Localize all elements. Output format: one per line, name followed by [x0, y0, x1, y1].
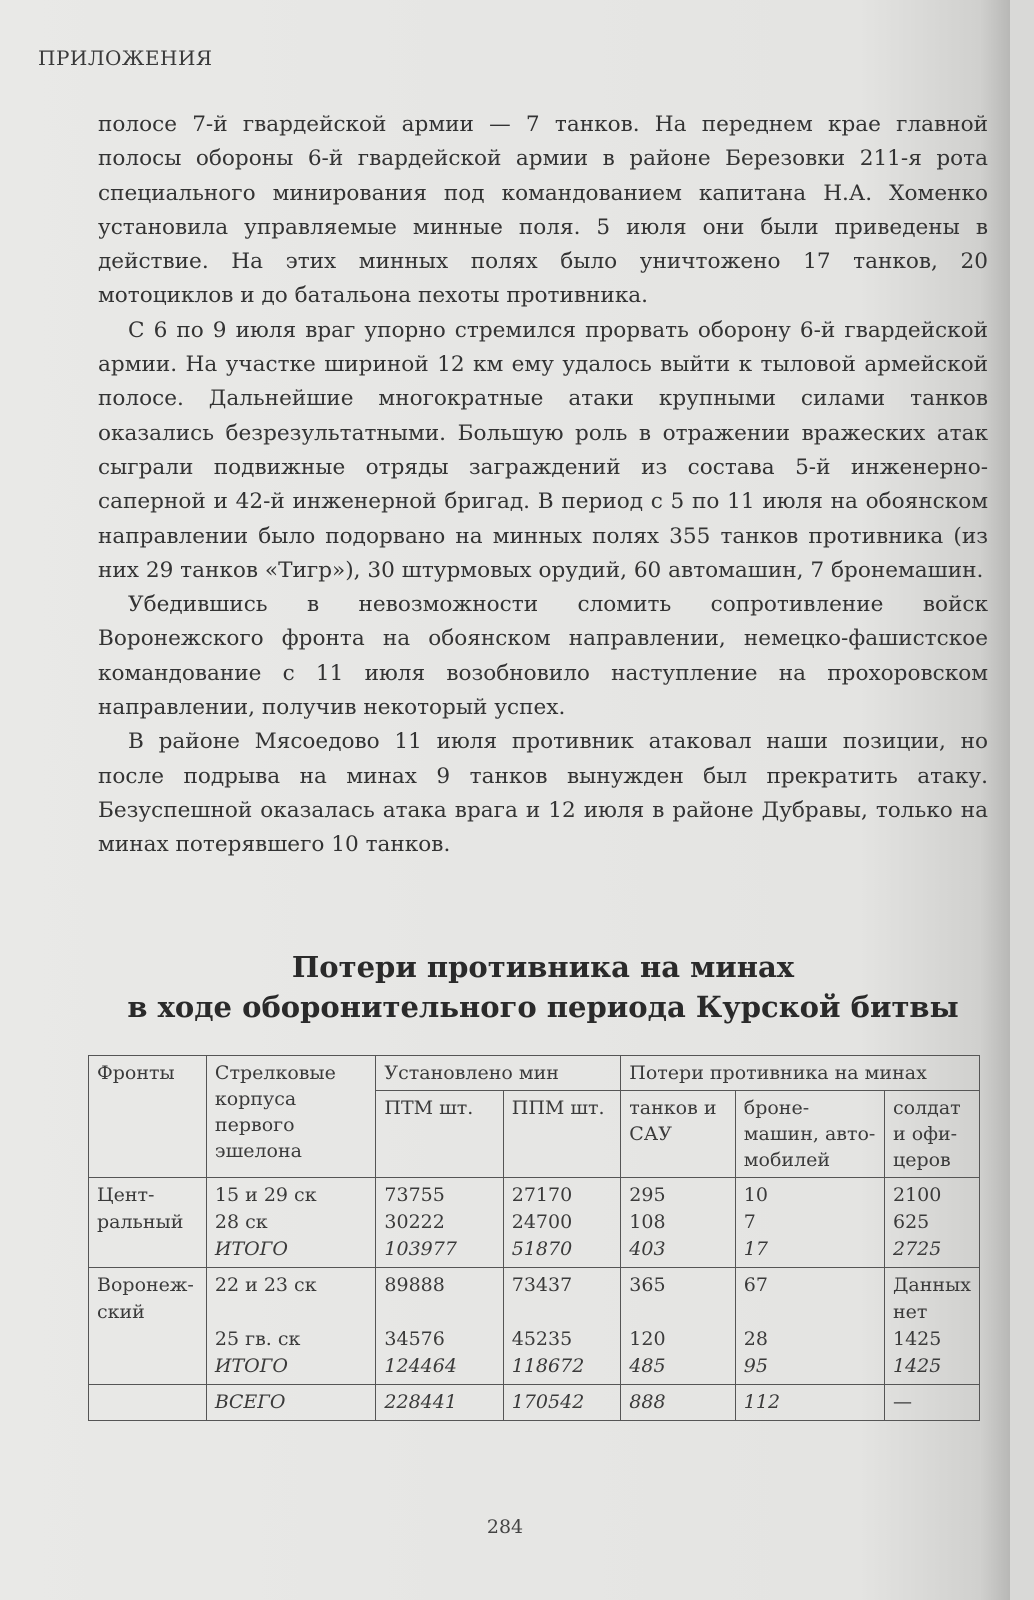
header-fronts: Фронты: [89, 1056, 207, 1178]
cell-line: 89888: [384, 1274, 445, 1296]
cell-line: 365: [629, 1274, 666, 1296]
paragraph-3: Убедившись в невозможности сломить сопротивление войск Воронежского фронта на обоянском направлении, немецко-фашистское командование с 11 июля возобновило наступление на прохоровском направлении, получив некоторый успех.: [98, 592, 988, 721]
table-title: [98, 947, 988, 1027]
cell-front-voronezh: Воронеж-ский: [89, 1268, 207, 1385]
paragraph-1: полосе 7-й гвардейской армии — 7 танков. На переднем крае главной полосы обороны 6-й гвардейской армии в районе Березовки 211-я рота специального минирования под командованием капитана Н.А. Хоменко установила управляемые минные поля. 5 июля они были приведены в действие. На этих минных полях было уничтожено 17 танков, 20 мотоциклов и до батальона пехоты противника.: [98, 112, 988, 309]
cell-soldiers: [884, 1268, 979, 1385]
cell-grand-total-vehicles: 112: [735, 1385, 884, 1421]
table-title-line-1: Потери противника на минах: [291, 950, 795, 984]
paragraph-4: В районе Мясоедово 11 июля противник атаковал наши позиции, но после подрыва на минах 9 танков вынужден был прекратить атаку. Безуспешной оказалась атака врага и 12 июля в районе Дубравы, только на минах потерявшего 10 танков.: [98, 729, 988, 858]
header-enemy-losses: Потери противника на минах: [621, 1056, 980, 1091]
cell-line: 67: [743, 1274, 768, 1296]
cell-line-total: 403: [629, 1238, 666, 1260]
cell-grand-total-soldiers: —: [884, 1385, 979, 1421]
cell-soldiers: [884, 1178, 979, 1268]
cell-spacer: [384, 1299, 494, 1326]
cell-line: 73755: [384, 1184, 445, 1206]
cell-line: 15 и 29 ск: [214, 1184, 317, 1206]
cell-tanks: [621, 1268, 736, 1385]
cell-line: 295: [629, 1184, 666, 1206]
cell-tanks: [621, 1178, 736, 1268]
cell-line-total: 51870: [511, 1238, 573, 1260]
cell-line: 108: [629, 1211, 666, 1233]
table-header-row: [89, 1056, 980, 1091]
cell-line-total: 103977: [384, 1238, 457, 1260]
cell-line-total: 1425: [892, 1355, 942, 1377]
cell-front-central: Цент-ральный: [89, 1178, 207, 1268]
table-row-grand-total: [89, 1385, 980, 1421]
cell-line-total: ИТОГО: [214, 1355, 288, 1377]
cell-line: 625: [892, 1211, 930, 1233]
cell-line: 10: [743, 1184, 768, 1206]
table-row-voronezh: [89, 1268, 980, 1385]
cell-line-total: 17: [743, 1238, 768, 1260]
header-mines-installed: Установлено мин: [376, 1056, 621, 1091]
mine-losses-table: [88, 1055, 980, 1421]
cell-line: 73437: [511, 1274, 573, 1296]
cell-ptm: [376, 1178, 503, 1268]
cell-spacer: [215, 1299, 367, 1326]
cell-grand-total-label: ВСЕГО: [206, 1385, 375, 1421]
cell-line-total: ИТОГО: [214, 1238, 288, 1260]
cell-spacer: [744, 1299, 876, 1326]
cell-line: 24700: [511, 1211, 573, 1233]
cell-grand-total-tanks: 888: [621, 1385, 736, 1421]
cell-corps: [206, 1268, 375, 1385]
cell-line: 1425: [892, 1328, 942, 1350]
cell-line: 120: [629, 1328, 666, 1350]
table-row-central: [89, 1178, 980, 1268]
cell-vehicles: [735, 1178, 884, 1268]
cell-spacer: [512, 1299, 613, 1326]
cell-grand-total-ptm: 228441: [376, 1385, 503, 1421]
paragraph-2: С 6 по 9 июля враг упорно стремился прорвать оборону 6-й гвардейской армии. На участке шириной 12 км ему удалось выйти к тыловой армейской полосе. Дальнейшие многократные атаки крупными силами танков оказались безрезультатными. Большую роль в отражении вражеских атак сыграли подвижные отряды заграждений из состава 5-й инженерно-саперной и 42-й инженерной бригад. В период с 5 по 11 июля на обоянском направлении было подорвано на минных полях 355 танков противника (из них 29 танков «Тигр»), 30 штурмовых орудий, 60 автомашин, 7 бронемашин.: [98, 317, 988, 583]
cell-line: 28: [743, 1328, 768, 1350]
cell-line: 25 гв. ск: [214, 1328, 301, 1350]
cell-line: Данных нет: [892, 1274, 971, 1323]
cell-line: 7: [743, 1211, 756, 1233]
header-ptm: ПТМ шт.: [376, 1091, 503, 1178]
cell-ppm: [503, 1178, 621, 1268]
cell-line-total: 95: [743, 1355, 768, 1377]
cell-line-total: 485: [629, 1355, 666, 1377]
cell-line-total: 124464: [384, 1355, 457, 1377]
running-head: ПРИЛОЖЕНИЯ: [38, 46, 213, 70]
cell-line: 28 ск: [214, 1211, 268, 1233]
body-text: [98, 108, 988, 863]
table-title-line-2: в ходе оборонительного периода Курской битвы: [127, 990, 959, 1024]
cell-line: 22 и 23 ск: [214, 1274, 317, 1296]
page-number: 284: [486, 1516, 524, 1538]
cell-line: 45235: [511, 1328, 573, 1350]
cell-ppm: [503, 1268, 621, 1385]
cell-vehicles: [735, 1268, 884, 1385]
cell-line-total: 118672: [511, 1355, 585, 1377]
cell-grand-total-ppm: 170542: [503, 1385, 621, 1421]
cell-line: 27170: [511, 1184, 573, 1206]
header-soldiers: солдат и офи-церов: [884, 1091, 979, 1178]
header-ppm: ППМ шт.: [503, 1091, 621, 1178]
cell-empty: [89, 1385, 207, 1421]
cell-line: 34576: [384, 1328, 445, 1350]
cell-line-total: 2725: [892, 1238, 942, 1260]
cell-line: 2100: [892, 1184, 942, 1206]
header-corps: Стрелковые корпуса первого эшелона: [206, 1056, 375, 1178]
cell-ptm: [376, 1268, 503, 1385]
cell-corps: [206, 1178, 375, 1268]
header-vehicles: броне-машин, авто-мобилей: [735, 1091, 884, 1178]
cell-line: 30222: [384, 1211, 445, 1233]
header-tanks: танков и САУ: [621, 1091, 736, 1178]
cell-spacer: [629, 1299, 727, 1326]
